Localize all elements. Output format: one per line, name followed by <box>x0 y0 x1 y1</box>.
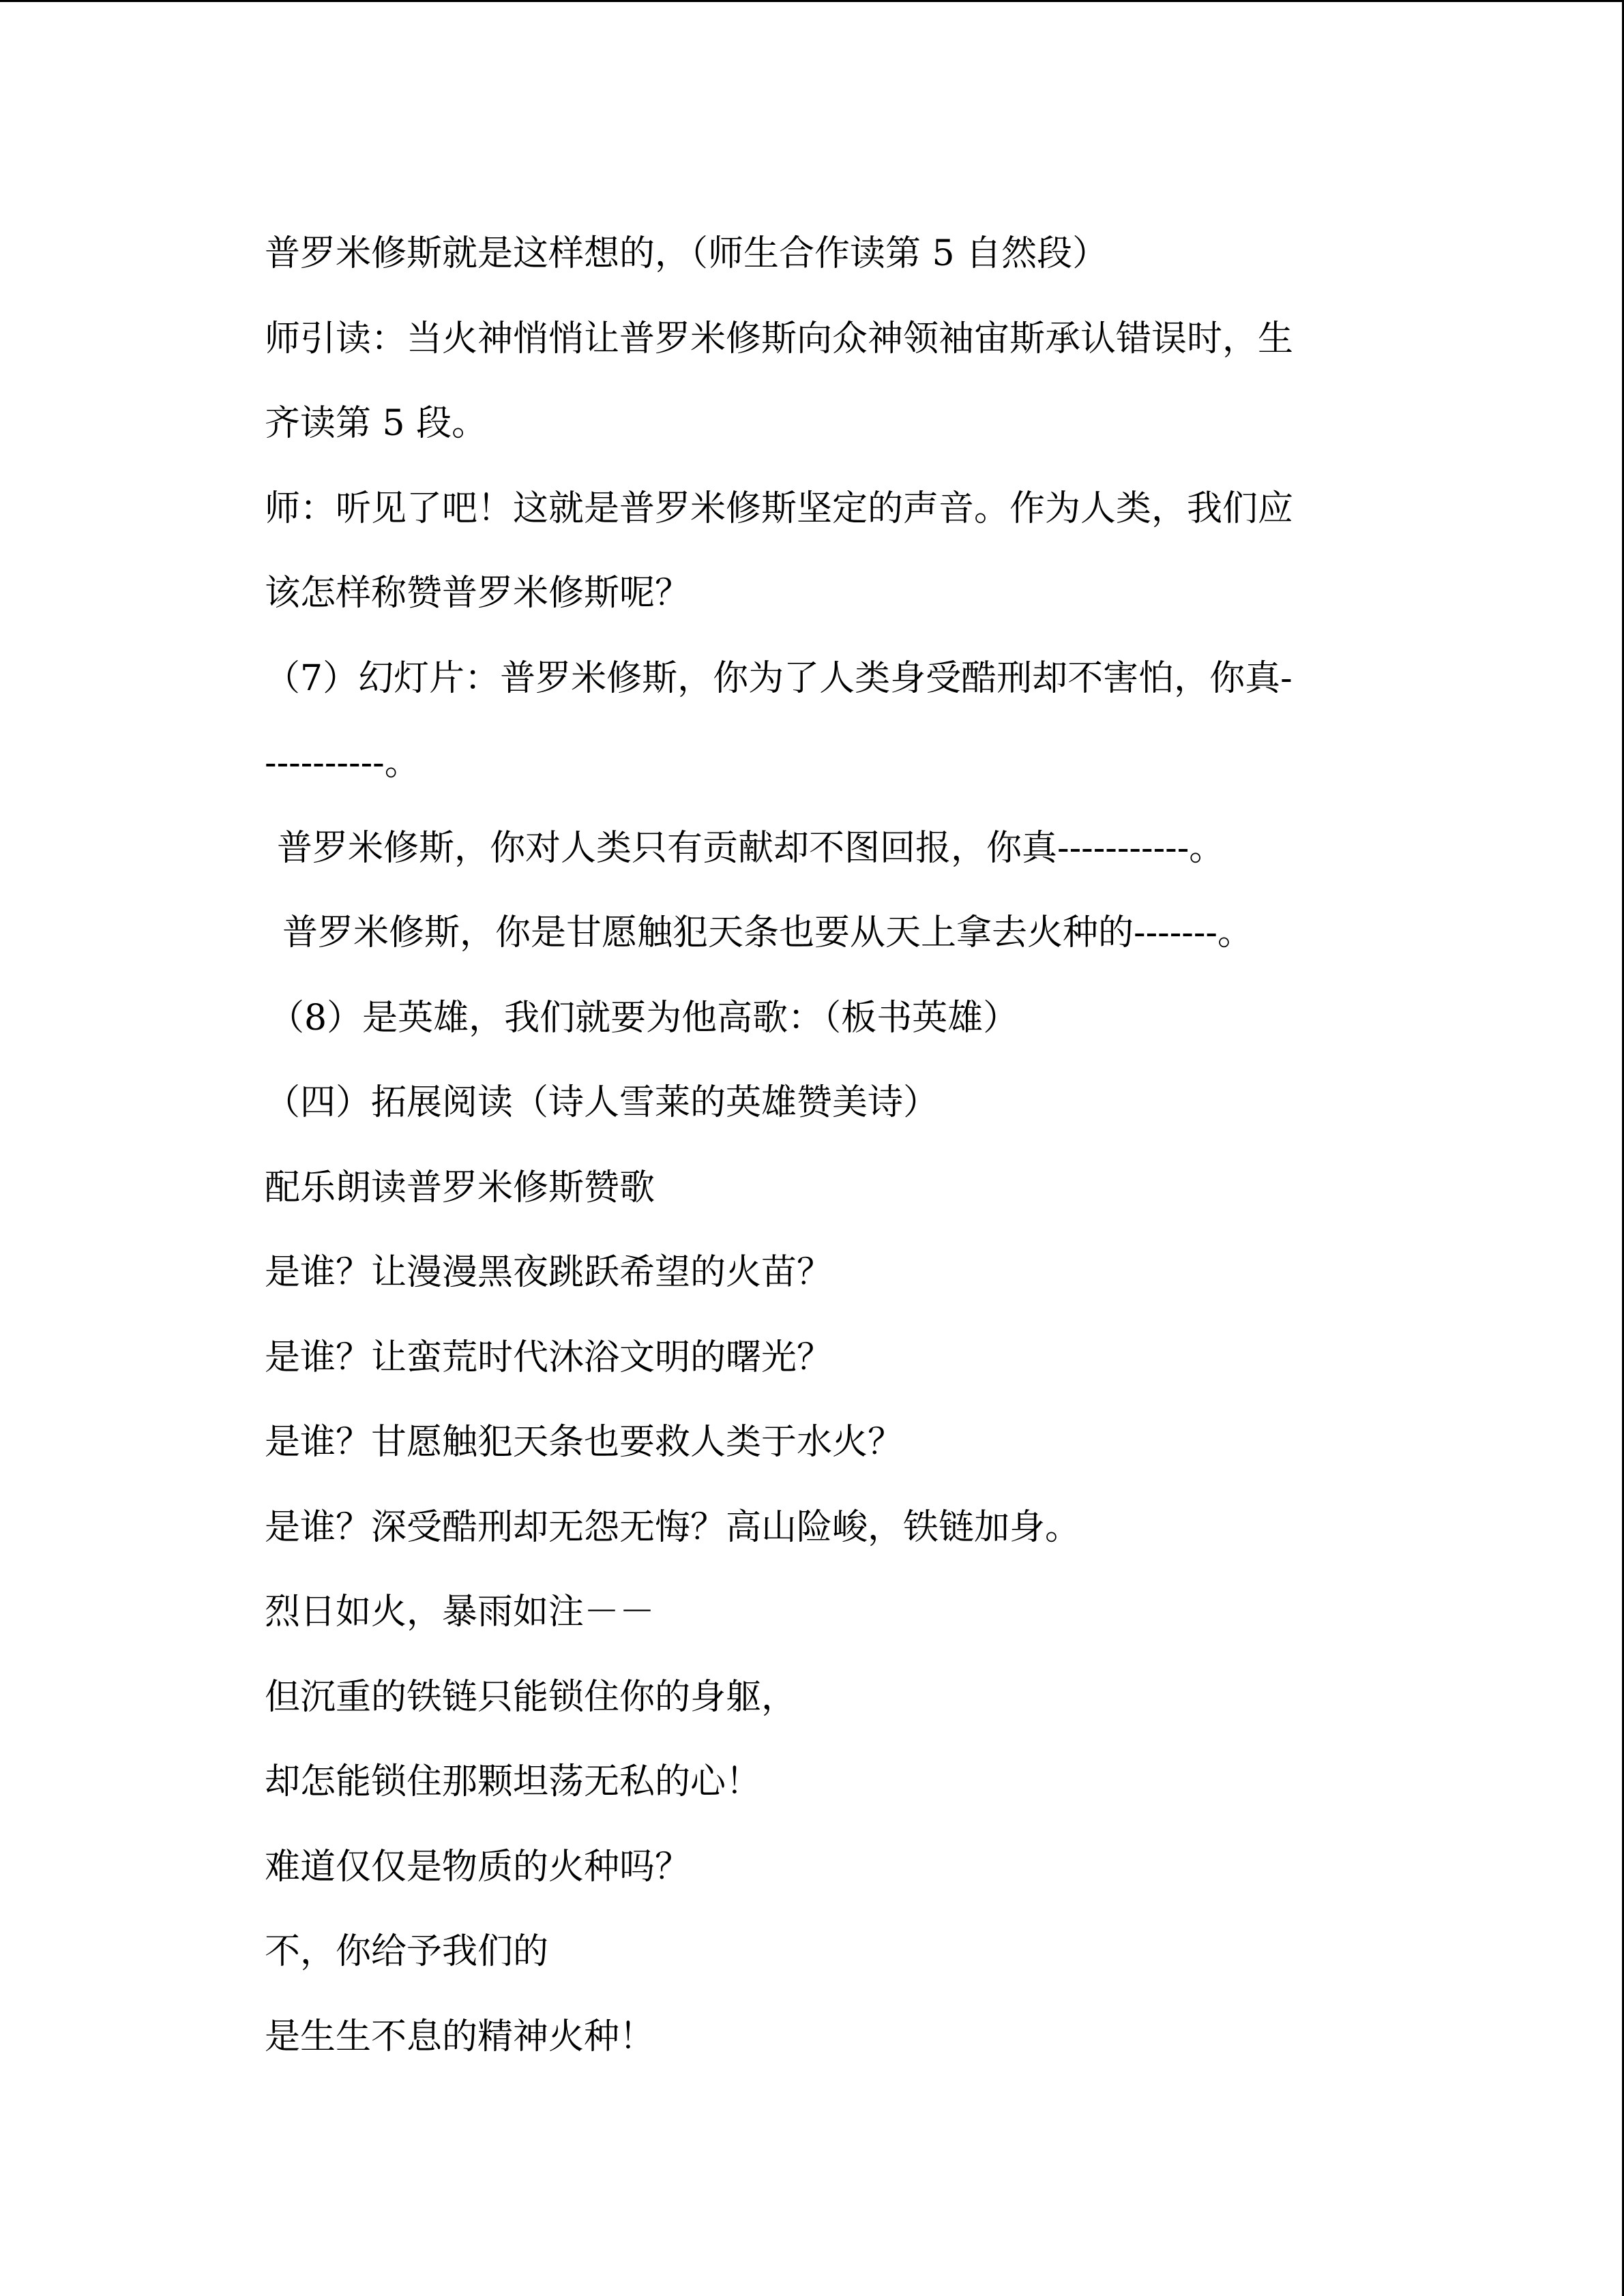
text-line-18: 但沉重的铁链只能锁住你的身躯， <box>265 1676 797 1718</box>
text-line-8: 普罗米修斯，你对人类只有贡献却不图回报，你真-----------。 <box>277 827 1225 869</box>
text-line-2: 师引读：当火神悄悄让普罗米修斯向众神领袖宙斯承认错误时，生 <box>265 318 1294 359</box>
text-line-17: 烈日如火，暴雨如注－－ <box>265 1592 655 1632</box>
text-line-3: 齐读第 5 段。 <box>265 403 488 444</box>
text-line-9: 普罗米修斯，你是甘愿触犯天条也要从天上拿去火种的-------。 <box>282 912 1253 953</box>
text-line-14: 是谁？让蛮荒时代沐浴文明的曙光？ <box>265 1337 833 1378</box>
text-line-12: 配乐朗读普罗米修斯赞歌 <box>265 1167 655 1208</box>
text-line-13: 是谁？让漫漫黑夜跳跃希望的火苗？ <box>265 1252 833 1293</box>
text-line-21: 不，你给予我们的 <box>265 1931 549 1972</box>
text-line-19: 却怎能锁住那颗坦荡无私的心！ <box>265 1761 762 1802</box>
text-line-10: （8）是英雄，我们就要为他高歌：（板书英雄） <box>269 997 1019 1039</box>
text-line-4: 师：听见了吧！这就是普罗米修斯坚定的声音。作为人类，我们应 <box>265 488 1294 529</box>
text-line-6: （7）幻灯片：普罗米修斯，你为了人类身受酷刑却不害怕，你真- <box>265 657 1293 699</box>
text-line-5: 该怎样称赞普罗米修斯呢？ <box>265 573 691 614</box>
text-line-16: 是谁？深受酷刑却无怨无悔？高山险峻，铁链加身。 <box>265 1506 1081 1548</box>
document-body <box>265 211 1383 2079</box>
text-line-11: （四）拓展阅读（诗人雪莱的英雄赞美诗） <box>265 1082 939 1123</box>
text-line-22: 是生生不息的精神火种！ <box>265 2016 655 2057</box>
page-border-top <box>0 0 1624 2</box>
text-line-1: 普罗米修斯就是这样想的，（师生合作读第 5 自然段） <box>265 233 1108 274</box>
text-line-20: 难道仅仅是物质的火种吗？ <box>265 1846 691 1888</box>
text-line-7: ----------。 <box>265 743 420 784</box>
text-line-15: 是谁？甘愿触犯天条也要救人类于水火？ <box>265 1422 904 1463</box>
